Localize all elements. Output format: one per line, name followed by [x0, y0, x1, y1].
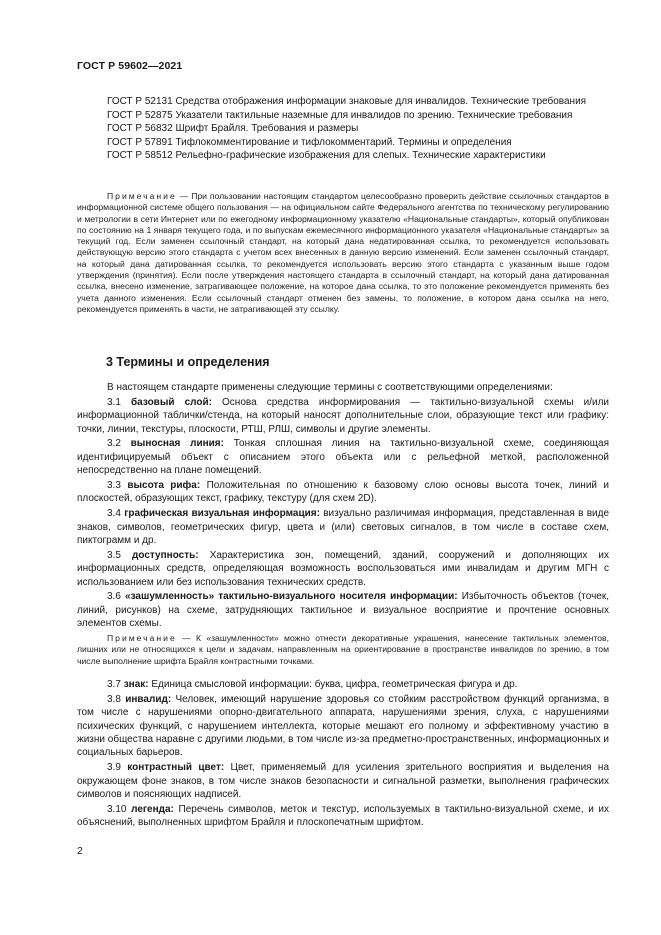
term-name: инвалид: [125, 693, 172, 705]
term-number: 3.6 [107, 591, 121, 603]
section-intro: В настоящем стандарте применены следующие термины с соответствующими определениями: [107, 382, 553, 393]
term-entry [77, 549, 609, 589]
term-name: высота рифа: [127, 480, 201, 492]
term-entry [77, 678, 609, 691]
terms-list [77, 381, 609, 632]
term-name: знак: [123, 679, 149, 690]
references-note [77, 191, 609, 315]
term-name: легенда: [131, 803, 174, 815]
term-number: 3.7 [107, 679, 121, 690]
term-number: 3.2 [107, 438, 121, 450]
term-number: 3.5 [107, 549, 121, 561]
term-entry [77, 761, 609, 801]
term-entry [77, 479, 609, 506]
reference-item: ГОСТ Р 56832 Шрифт Брайля. Требования и размеры [107, 123, 359, 135]
term-definition: Характеристика зон, помещений, зданий, сооружений и дополняющих их информационных средств, определяющая возможность воспользоваться ими инвалидам и другим МГН с использованием или без использования технических средств. [77, 549, 610, 588]
terms-list-continued [77, 678, 609, 831]
term-definition: Цвет, применяемый для усиления зрительного восприятия и выделения на окружающем фоне знаков, в том числе знаков безопасности и сигнальной разметки, выполнения графических символов и поясняющих надписей. [77, 762, 610, 801]
term-note [77, 633, 609, 667]
term-entry [77, 693, 609, 760]
note-label: Примечание [107, 633, 177, 643]
term-name: базовый слой: [130, 396, 212, 408]
term-definition: Избыточность объектов (точек, линий, рисунков) на схеме, затрудняющих тактильное и визуальное восприятие и прочтение основных элементов схемы. [77, 591, 610, 630]
term-definition: Тонкая сплошная линия на тактильно-визуальной схеме, соединяющая идентифицируемый объект с описанием этого объекта или с рельефной меткой, расположенной непосредственно на плане помещений. [77, 438, 609, 477]
term-definition: Перечень символов, меток и текстур, используемых в тактильно-визуальной схеме, и их объяснений, выполненных шрифтом Брайля и плоскопечатным шрифтом. [77, 803, 610, 829]
term-name: «зашумленность» тактильно-визуального носителя информации: [125, 591, 458, 603]
reference-item: ГОСТ Р 52875 Указатели тактильные наземные для инвалидов по зрению. Технические требования [107, 109, 573, 121]
term-number: 3.8 [107, 693, 121, 705]
term-name: доступность: [132, 549, 199, 561]
note-text: — К «зашумленности» можно отнести декоративные украшения, нанесение тактильных элементов, лишних или не относящихся к цели и задачам, направленным на ориентирование в пространстве инвалидов по зрению, в том числе выполнение шрифта Брайля контрастными точками. [77, 633, 609, 666]
term-number: 3.9 [107, 762, 121, 774]
references-list [77, 95, 609, 163]
term-name: выносная линия: [130, 438, 224, 450]
term-number: 3.4 [107, 508, 121, 520]
document-header: ГОСТ Р 59602—2021 [77, 60, 183, 72]
term-entry [77, 507, 609, 547]
term-number: 3.3 [107, 480, 121, 492]
term-entry [77, 396, 609, 436]
term-name: графическая визуальная информация: [124, 508, 320, 520]
term-name: контрастный цвет: [127, 762, 225, 774]
note-label: Примечание [107, 191, 177, 201]
term-number: 3.10 [107, 803, 127, 815]
page-number: 2 [77, 845, 83, 857]
reference-item: ГОСТ Р 57891 Тифлокомментирование и тифлокомментарий. Термины и определения [107, 136, 512, 148]
reference-item: ГОСТ Р 58512 Рельефно-графические изображения для слепых. Технические характеристики [107, 150, 546, 162]
reference-item: ГОСТ Р 52131 Средства отображения информации знаковые для инвалидов. Технические требования [107, 96, 587, 107]
section-title: 3 Термины и определения [106, 355, 270, 369]
term-definition: Единица смысловой информации: буква, цифра, геометрическая фигура и др. [148, 679, 518, 690]
term-definition: Положительная по отношению к базовому слою основы высота точек, линий и плоскостей, образующих текст, графику, текстуру (для схем 2D). [77, 480, 610, 505]
term-entry [77, 803, 609, 830]
term-entry [77, 590, 609, 630]
term-number: 3.1 [107, 396, 121, 408]
term-entry [77, 437, 609, 477]
term-definition: Основа средства информирования — тактильно-визуальной схемы и/или информационной таблички/стенда, на который наносят дополнительные слои, образующие текст или графику: точки, линии, текстуры, плоскости, РТШ, РЛШ, символы и другие элементы. [77, 396, 610, 435]
term-definition: Человек, имеющий нарушение здоровья со стойким расстройством функций организма, в том числе с нарушениями опорно-двигательного аппарата, нарушениями зрения, слуха, с нарушениями психических функций, с нарушением интеллекта, которые мешают его полному и эффективному участию в жизни общества наравне с другими людьми, в том числе из-за предметно-пространственных, информационных и социальных барьеров. [77, 693, 610, 759]
note-text: — При пользовании настоящим стандартом целесообразно проверить действие ссылочных стандартов в информационной системе общего пользования — на официальном сайте Федерального агентства по техническому регулированию и метрологии в сети Интернет или по ежегодному информационному указателю «Национальные стандарты», который опубликован по состоянию на 1 января текущего года, и по выпускам ежемесячного информационного указателя «Национальные стандарты» за текущий год. Если заменен ссылочный стандарт, на который дана недатированная ссылка, то рекомендуется использовать действующую версию этого стандарта с учетом всех внесенных в данную версию изменений. Если заменен ссылочный стандарт, на который дана датированная ссылка, то рекомендуется использовать версию этого стандарта с указанным выше годом утверждения (принятия). Если после утверждения настоящего стандарта в ссылочный стандарт, на который дана датированная ссылка, внесено изменение, затрагивающее положение, на которое дана ссылка, то это положение рекомендуется применять без учета данного изменения. Если ссылочный стандарт отменен без замены, то положение, в котором дана ссылка на него, рекомендуется применять в части, не затрагивающей эту ссылку. [77, 191, 609, 314]
term-definition: визуально различимая информация, представленная в виде знаков, символов, геометрических фигур, цвета и (или) световых сигналов, в том числе в составе схем, пиктограмм и др. [77, 508, 610, 547]
